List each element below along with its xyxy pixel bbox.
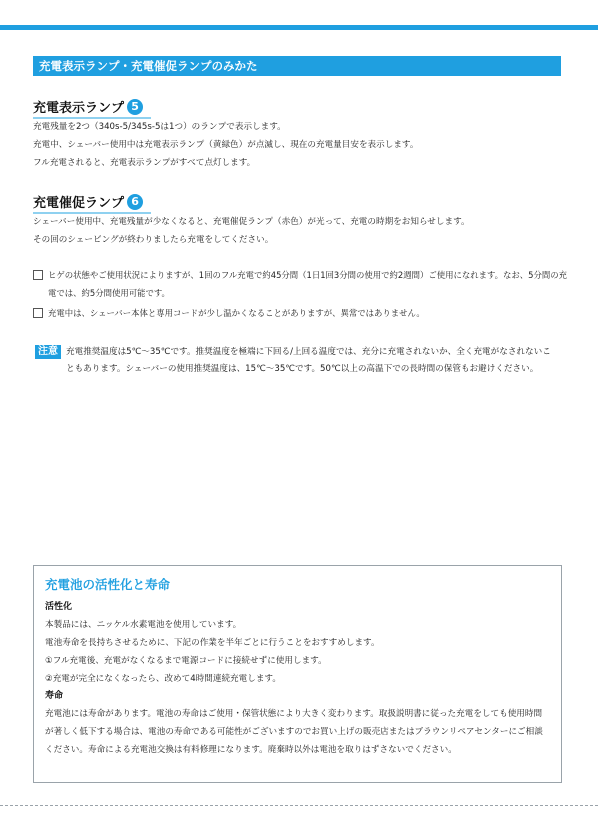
caution-text: 充電推奨温度は5℃〜35℃です。推奨温度を極端に下回る/上回る温度では、充分に充電されないか、全く充電がなされないこともあります。シェーバーの使用推奨温度は、15℃〜35℃です。50℃以上の高温下での長時間の保管もお避けください。 (66, 347, 551, 374)
battery-info-panel (33, 565, 562, 783)
lamp-display-title: 充電表示ランプ (33, 101, 125, 116)
activation-heading: 活性化 (45, 602, 73, 612)
caution-block (35, 344, 551, 378)
number-6-badge: 6 (127, 194, 143, 210)
bottom-divider (0, 805, 598, 806)
note-item (33, 266, 568, 302)
lamp-reminder-heading (33, 192, 143, 211)
lamp-display-heading (33, 97, 143, 116)
lamp-display-line-1: 充電残量を2つ（340s-5/345s-5は1つ）のランプで表示します。 (33, 122, 286, 132)
activation-line: ②充電が完全になくなったら、改めて4時間連続充電します。 (45, 674, 281, 684)
lamp-reminder-line-2: その回のシェービングが終わりましたら充電をしてください。 (33, 235, 274, 245)
lamp-display-line-2: 充電中、シェーバー使用中は充電表示ランプ（黄緑色）が点滅し、現在の充電量目安を表示します。 (33, 140, 419, 150)
section-banner: 充電表示ランプ・充電催促ランプのみかた (33, 56, 561, 76)
note-item (33, 304, 568, 322)
top-accent-bar (0, 25, 598, 30)
checkbox-square-icon (33, 308, 43, 318)
battery-panel-title: 充電池の活性化と寿命 (45, 577, 171, 592)
life-text: 充電池には寿命があります。電池の寿命はご使用・保管状態により大きく変わります。取扱説明書に従った充電をしても使用時間が著しく低下する場合は、電池の寿命である可能性がございますのでお買い上げの販売店またはブラウンリペアセンターにご相談ください。寿命による充電池交換は有料修理になります。廃棄時以外は電池を取りはずさないでください。 (45, 709, 543, 755)
note-text: ヒゲの状態やご使用状況によりますが、1回のフル充電で約45分間（1日1回3分間の使用で約2週間）ご使用になれます。なお、5分間の充電では、約5分間使用可能です。 (48, 270, 567, 298)
lamp-reminder-title: 充電催促ランプ (33, 196, 125, 211)
checkbox-square-icon (33, 270, 43, 280)
activation-line: ①フル充電後、充電がなくなるまで電源コードに接続せずに使用します。 (45, 656, 327, 666)
number-5-badge: 5 (127, 99, 143, 115)
lamp-reminder-line-1: シェーバー使用中、充電残量が少なくなると、充電催促ランプ（赤色）が光って、充電の時期をお知らせします。 (33, 217, 470, 227)
note-text: 充電中は、シェーバー本体と専用コードが少し温かくなることがありますが、異常ではありません。 (48, 308, 425, 318)
life-heading: 寿命 (45, 691, 64, 701)
activation-line: 電池寿命を長持ちさせるために、下記の作業を半年ごとに行うことをおすすめします。 (45, 638, 380, 648)
lamp-display-line-3: フル充電されると、充電表示ランプがすべて点灯します。 (33, 158, 256, 168)
activation-line: 本製品には、ニッケル水素電池を使用しています。 (45, 620, 242, 630)
caution-tag: 注意 (35, 345, 61, 359)
